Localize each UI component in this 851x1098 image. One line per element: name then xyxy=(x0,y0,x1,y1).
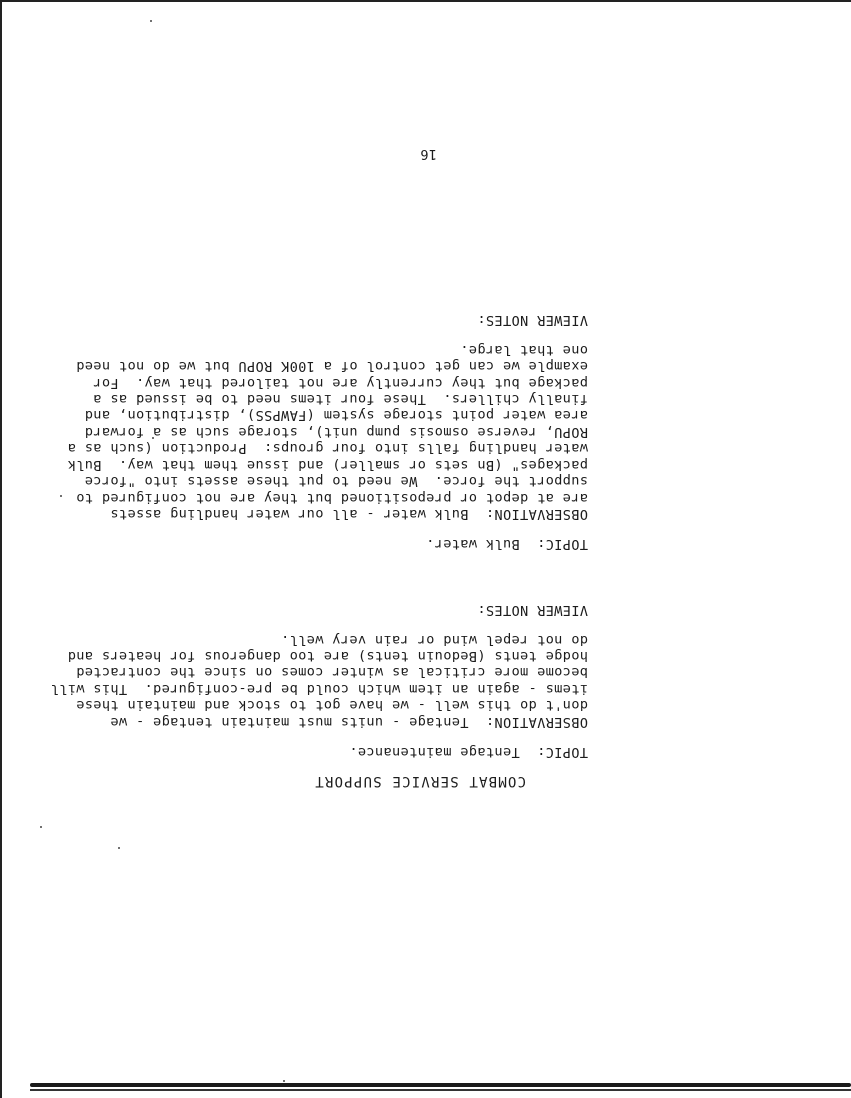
topic-heading: TOPIC: Bulk water. xyxy=(425,536,588,552)
observation-line: package but they currently are not tailored that way. For xyxy=(93,375,588,391)
observation-line: do not repel wind or rain very well. xyxy=(280,632,588,648)
observation-line: area water point storage system (FAWPSS), distribution, and xyxy=(84,407,588,423)
observation-line: support the force. We need to put these assets into "force xyxy=(84,473,588,489)
page-title: COMBAT SERVICE SUPPORT xyxy=(314,773,526,789)
viewer-notes-label: VIEWER NOTES: xyxy=(477,312,588,328)
observation-line: one that large. xyxy=(459,342,588,358)
observation-line: are at depot or prepositioned but they are not configured to xyxy=(75,490,588,506)
observation-line: water handling falls into four groups: Production (such as a xyxy=(67,440,588,456)
observation-line: items - again an item which could be pre-configured. This will xyxy=(50,681,588,697)
observation-line: OBSERVATION: Tentage - units must maintain tentage - we xyxy=(110,714,588,730)
observation-line: don't do this well - we have got to stock and maintain these xyxy=(75,697,588,713)
observation-line: finally chillers. These four items need to be issued as a xyxy=(93,391,588,407)
observation-line: example we can get control of a 100K ROPU but we do not need xyxy=(75,358,588,374)
observation-line: OBSERVATION: Bulk water - all our water handling assets xyxy=(110,506,588,522)
observation-line: packages" (Bn sets or smaller) and issue them that way. Bulk xyxy=(67,457,588,473)
observation-line: hodge tents (Bedouin tents) are too dangerous for heaters and xyxy=(67,648,588,664)
viewer-notes-label: VIEWER NOTES: xyxy=(477,602,588,618)
page-number: 16 xyxy=(419,146,437,162)
observation-line: become more critical as winter comes on since the contracted xyxy=(75,664,588,680)
topic-heading: TOPIC: Tentage maintenance. xyxy=(349,744,588,760)
observation-line: ROPU, reverse osmosis pump unit), storage such as a forward xyxy=(84,424,588,440)
